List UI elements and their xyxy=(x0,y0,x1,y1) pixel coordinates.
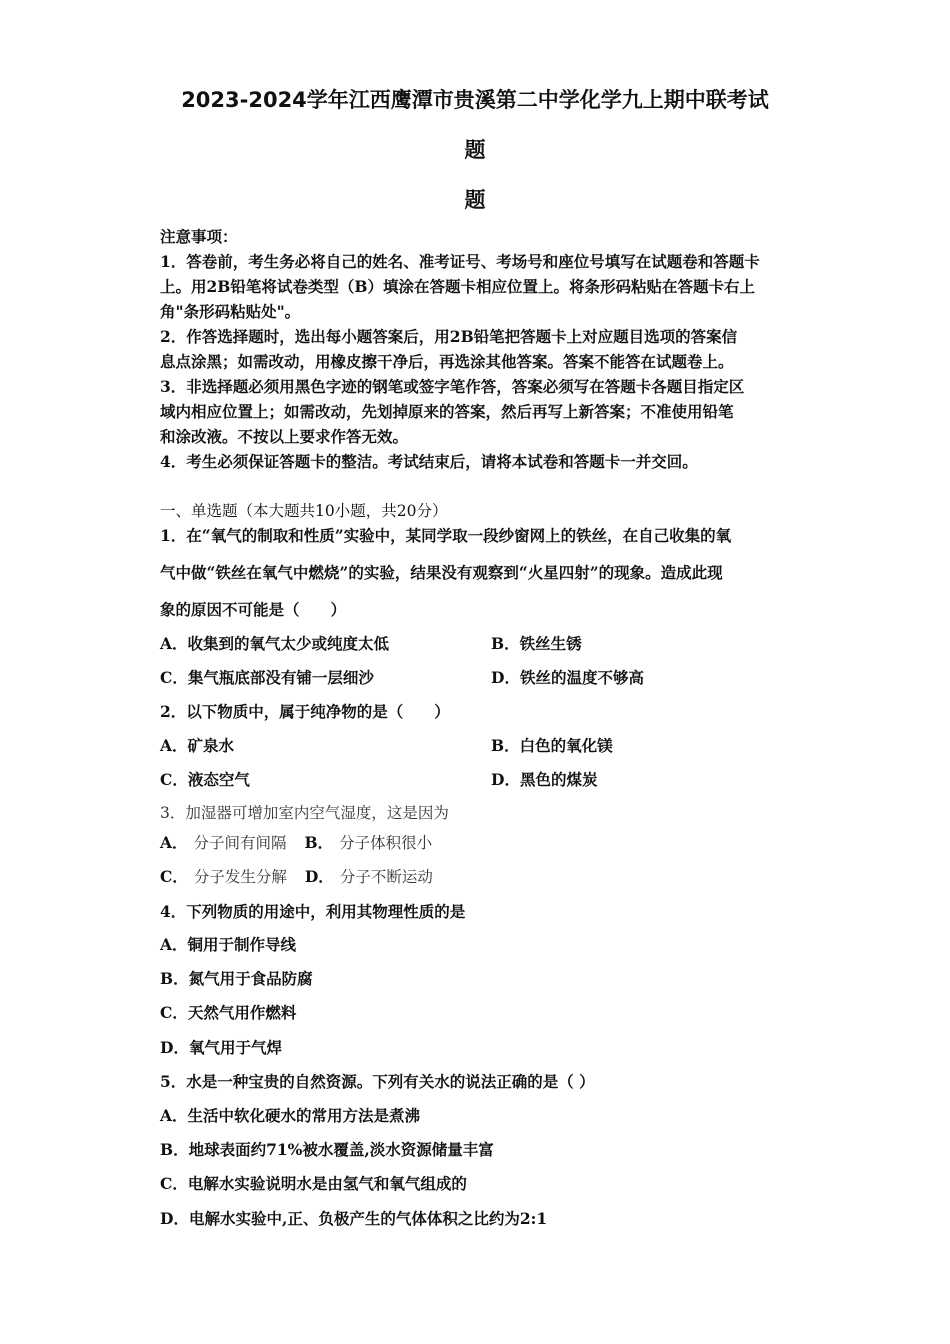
q4-stem: 4．下列物质的用途中，利用其物理性质的是 xyxy=(160,902,466,921)
q5-option-b: B．地球表面约71%被水覆盖,淡水资源储量丰富 xyxy=(160,1140,494,1159)
q5-option-d: D．电解水实验中,正、负极产生的气体体积之比约为2:1 xyxy=(160,1209,548,1228)
q1-stem-line: 1．在“氧气的制取和性质”实验中，某同学取一段纱窗网上的铁丝，在自己收集的氧 xyxy=(160,526,732,545)
q3-option-d: 分子不断运动 xyxy=(339,868,433,886)
q3-option-b-label: B． xyxy=(304,833,334,852)
q5-stem: 5．水是一种宝贵的自然资源。下列有关水的说法正确的是（ ） xyxy=(160,1072,595,1091)
q4-option-b: B．氮气用于食品防腐 xyxy=(160,969,313,988)
q3-option-d-label: D． xyxy=(304,867,334,886)
q2-option-c: C．液态空气 xyxy=(160,770,250,789)
q3-stem: 3．加湿器可增加室内空气湿度，这是因为 xyxy=(160,804,449,822)
notice-heading: 注意事项： xyxy=(160,227,238,246)
q3-options-row1 xyxy=(160,833,432,853)
notice-line: 角"条形码粘贴处"。 xyxy=(160,302,301,321)
notice-line: 1．答卷前，考生务必将自己的姓名、准考证号、考场号和座位号填写在试题卷和答题卡 xyxy=(160,252,760,271)
q3-option-a-label: A． xyxy=(160,833,188,852)
section-heading: 一、单选题（本大题共10小题，共20分） xyxy=(160,502,448,520)
q3-option-b: 分子体积很小 xyxy=(339,834,433,852)
notice-line: 域内相应位置上；如需改动，先划掉原来的答案，然后再写上新答案；不准使用铅笔 xyxy=(160,402,734,421)
q2-stem: 2．以下物质中，属于纯净物的是（ ） xyxy=(160,702,450,721)
notice-line: 息点涂黑；如需改动，用橡皮擦干净后，再选涂其他答案。答案不能答在试题卷上。 xyxy=(160,352,734,371)
q5-option-c: C．电解水实验说明水是由氢气和氧气组成的 xyxy=(160,1174,467,1193)
q1-option-c: C．集气瓶底部没有铺一层细沙 xyxy=(160,668,374,687)
notice-line: 3．非选择题必须用黑色字迹的钢笔或签字笔作答，答案必须写在答题卡各题目指定区 xyxy=(160,377,745,396)
q1-option-d: D．铁丝的温度不够高 xyxy=(491,668,644,687)
q5-option-a: A．生活中软化硬水的常用方法是煮沸 xyxy=(160,1106,421,1125)
q1-stem-line: 象的原因不可能是（ ） xyxy=(160,600,347,619)
q1-stem-line: 气中做“铁丝在氧气中燃烧”的实验，结果没有观察到“火星四射”的现象。造成此现 xyxy=(160,563,723,582)
q2-option-b: B．白色的氧化镁 xyxy=(491,736,613,755)
exam-title-line1: 2023-2024学年江西鹰潭市贵溪第二中学化学九上期中联考试 xyxy=(181,88,769,112)
q4-option-c: C．天然气用作燃料 xyxy=(160,1003,297,1022)
notice-line: 和涂改液。不按以上要求作答无效。 xyxy=(160,427,409,446)
notice-line: 上。用2B铅笔将试卷类型（B）填涂在答题卡相应位置上。将条形码粘贴在答题卡右上 xyxy=(160,277,755,296)
q3-option-a: 分子间有间隔 xyxy=(193,834,287,852)
q1-option-b: B．铁丝生锈 xyxy=(491,634,582,653)
q2-option-a: A．矿泉水 xyxy=(160,736,235,755)
q3-options-row2 xyxy=(160,867,433,887)
exam-title-line2: 题 xyxy=(464,138,486,162)
notice-line: 2．作答选择题时，选出每小题答案后，用2B铅笔把答题卡上对应题目选项的答案信 xyxy=(160,327,738,346)
q4-option-d: D．氧气用于气焊 xyxy=(160,1038,282,1057)
q3-option-c-label: C． xyxy=(160,867,188,886)
q3-option-c: 分子发生分解 xyxy=(193,868,287,886)
q4-option-a: A．铜用于制作导线 xyxy=(160,935,297,954)
q2-option-d: D．黑色的煤炭 xyxy=(491,770,598,789)
notice-line: 4．考生必须保证答题卡的整洁。考试结束后，请将本试卷和答题卡一并交回。 xyxy=(160,452,698,471)
exam-title-line3: 题 xyxy=(464,188,486,212)
q1-option-a: A．收集到的氧气太少或纯度太低 xyxy=(160,634,390,653)
